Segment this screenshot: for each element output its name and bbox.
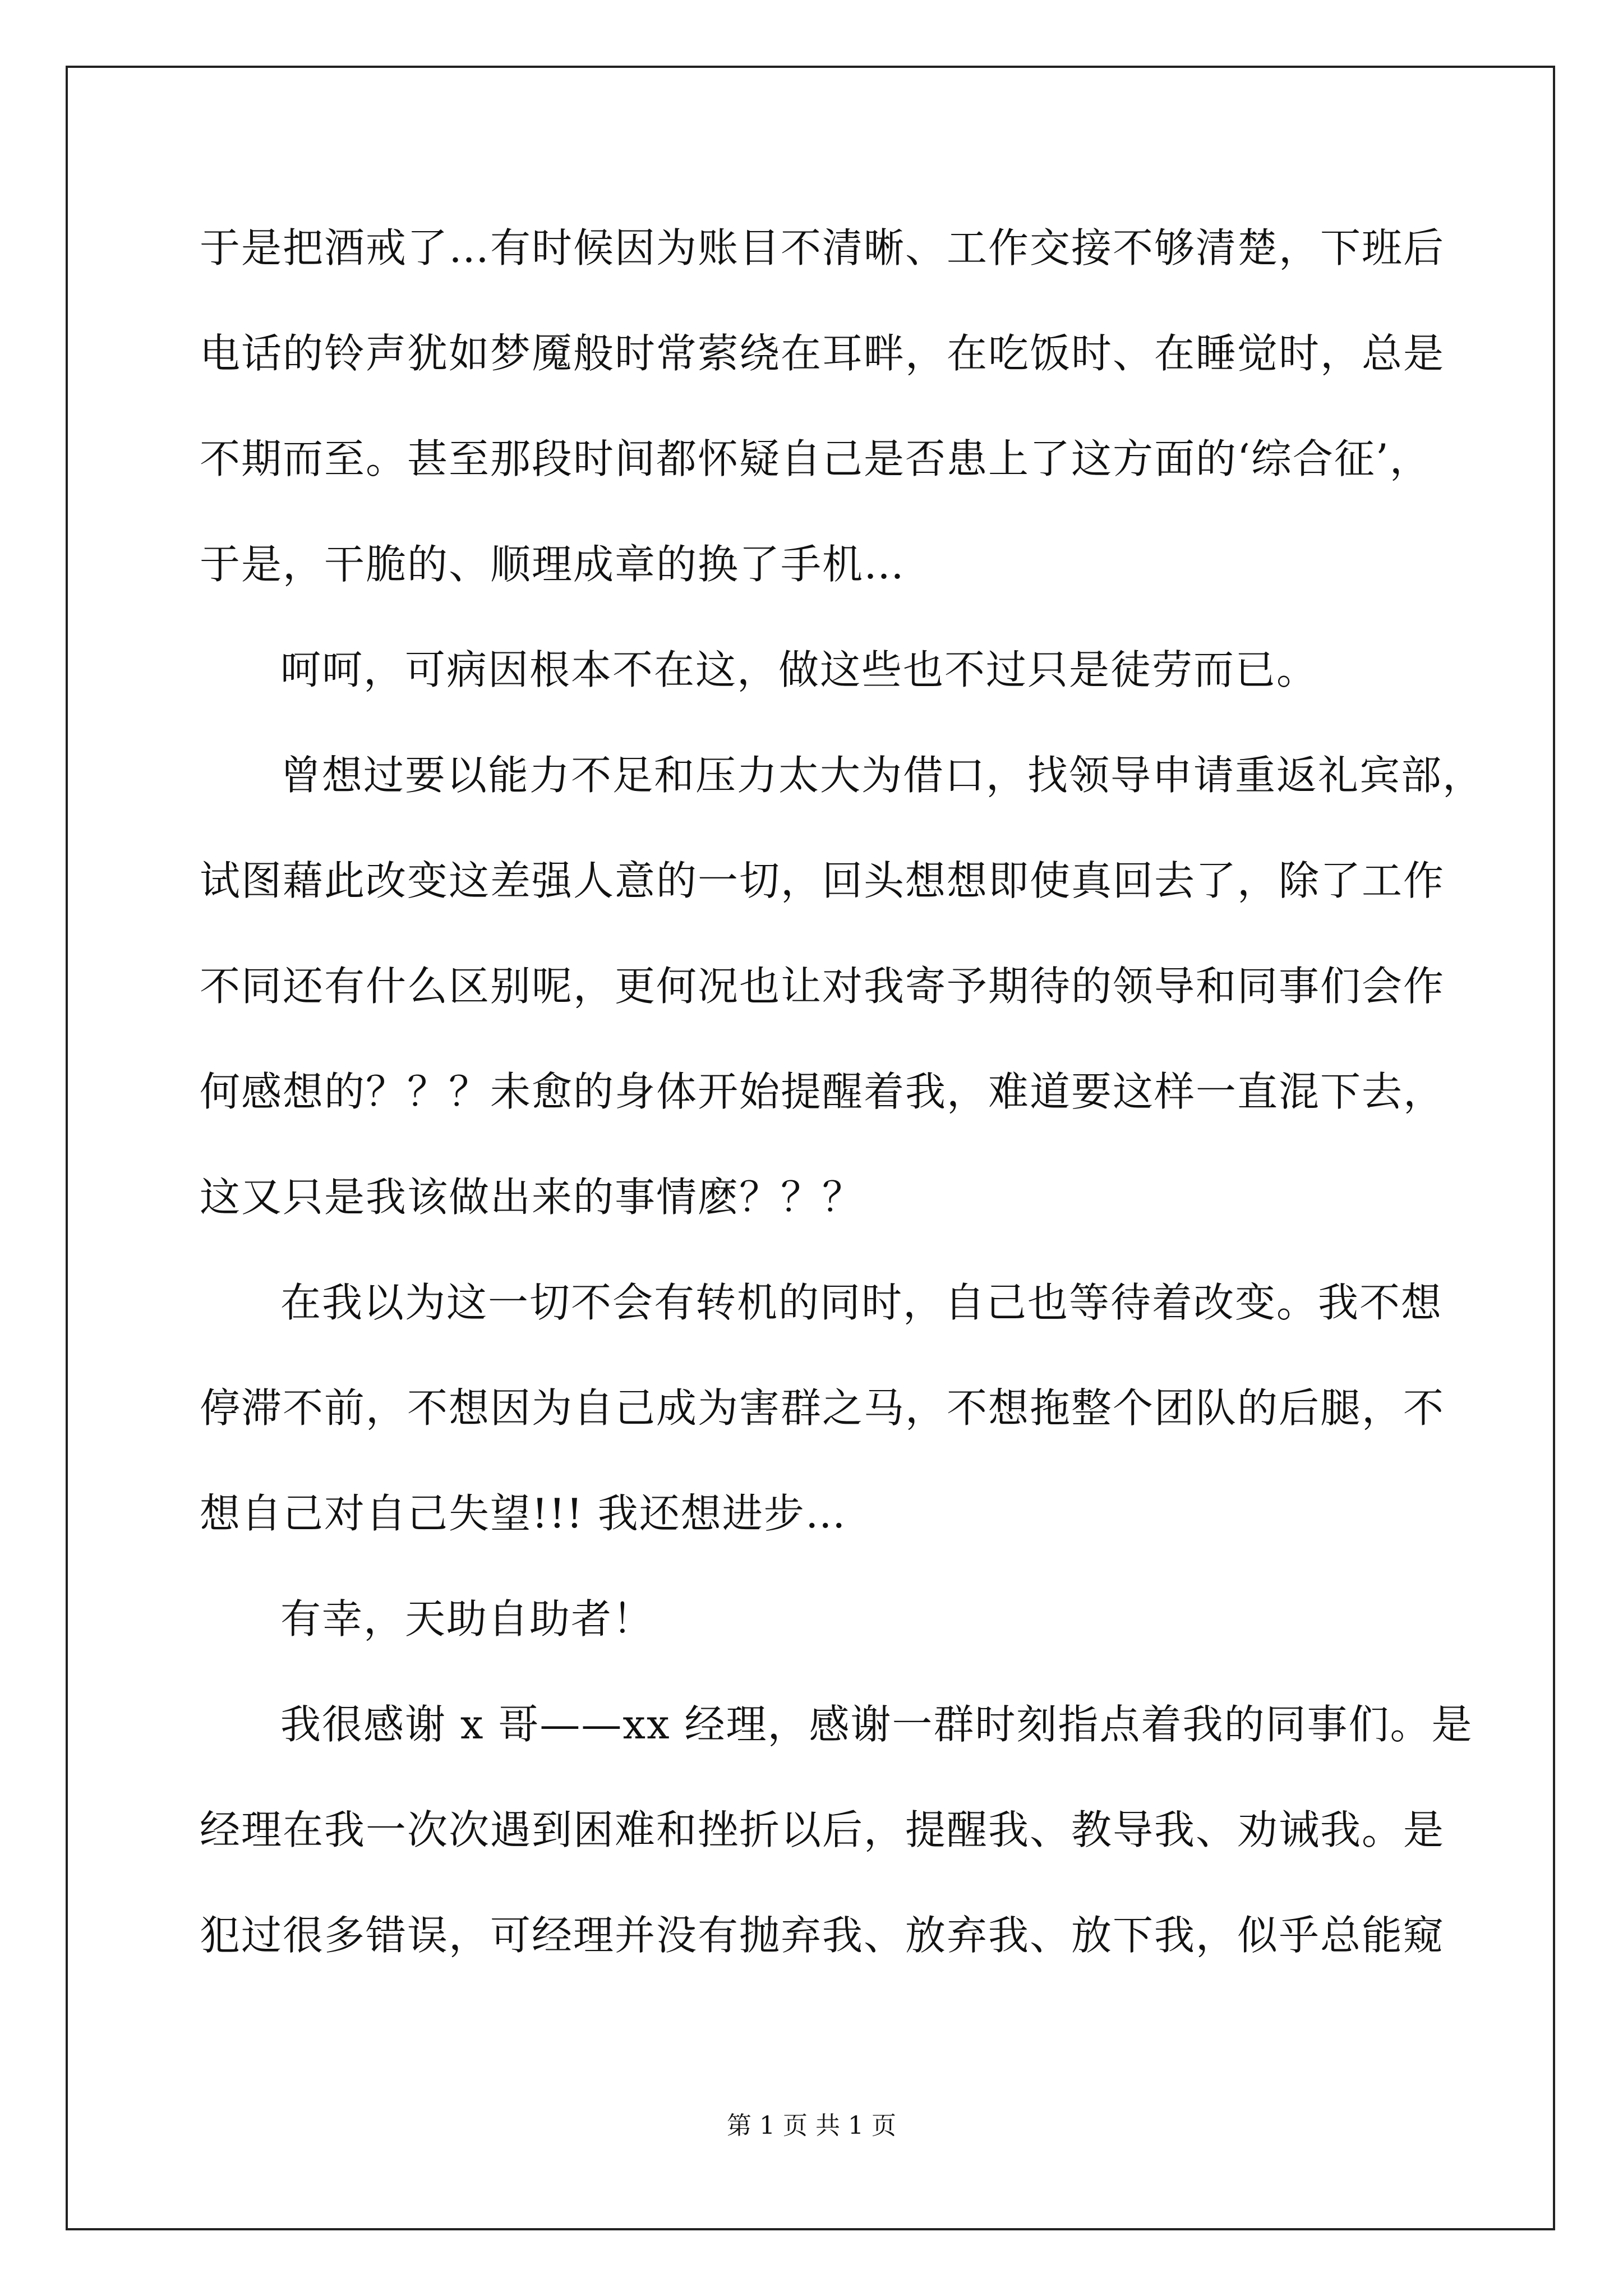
text-line: 停滞不前，不想因为自己成为害群之马，不想拖整个团队的后腿，不 [200, 1384, 1445, 1432]
page-number-label: 第 1 页 共 1 页 [727, 2111, 896, 2140]
page-border [66, 66, 1555, 2230]
text-line: 这又只是我该做出来的事情麽？？？ [200, 1174, 864, 1221]
text-line: 不期而至。甚至那段时间都怀疑自己是否患上了这方面的‘综合征’， [200, 435, 1431, 482]
text-line: 犯过很多错误，可经理并没有抛弃我、放弃我、放下我，似乎总能窥 [200, 1912, 1445, 1959]
text-line: 经理在我一次次遇到困难和挫折以后，提醒我、教导我、劝诫我。是 [200, 1806, 1445, 1853]
page-footer [0, 2110, 1623, 2142]
paragraph-first-line: 曾想过要以能力不足和压力太大为借口，找领导申请重返礼宾部， [280, 752, 1484, 799]
text-line: 于是把酒戒了…有时候因为账目不清晰、工作交接不够清楚，下班后 [200, 224, 1445, 272]
text-line: 于是，干脆的、顺理成章的换了手机… [200, 541, 906, 588]
paragraph-first-line: 呵呵，可病因根本不在这，做这些也不过只是徒劳而已。 [280, 646, 1318, 693]
paragraph-first-line: 在我以为这一切不会有转机的同时，自己也等待着改变。我不想 [280, 1279, 1443, 1326]
text-line: 何感想的？？？未愈的身体开始提醒着我，难道要这样一直混下去， [200, 1068, 1445, 1115]
text-line: 想自己对自己失望!!! 我还想进步… [200, 1490, 847, 1537]
paragraph-first-line: 有幸，天助自助者！ [280, 1595, 654, 1642]
text-line: 电话的铃声犹如梦魇般时常萦绕在耳畔，在吃饭时、在睡觉时，总是 [200, 330, 1445, 377]
paragraph-first-line: 我很感谢 x 哥——xx 经理，感谢一群时刻指点着我的同事们。是 [280, 1701, 1473, 1748]
text-line: 试图藉此改变这差强人意的一切，回头想想即使真回去了，除了工作 [200, 857, 1445, 904]
text-line: 不同还有什么区别呢，更何况也让对我寄予期待的领导和同事们会作 [200, 963, 1445, 1010]
